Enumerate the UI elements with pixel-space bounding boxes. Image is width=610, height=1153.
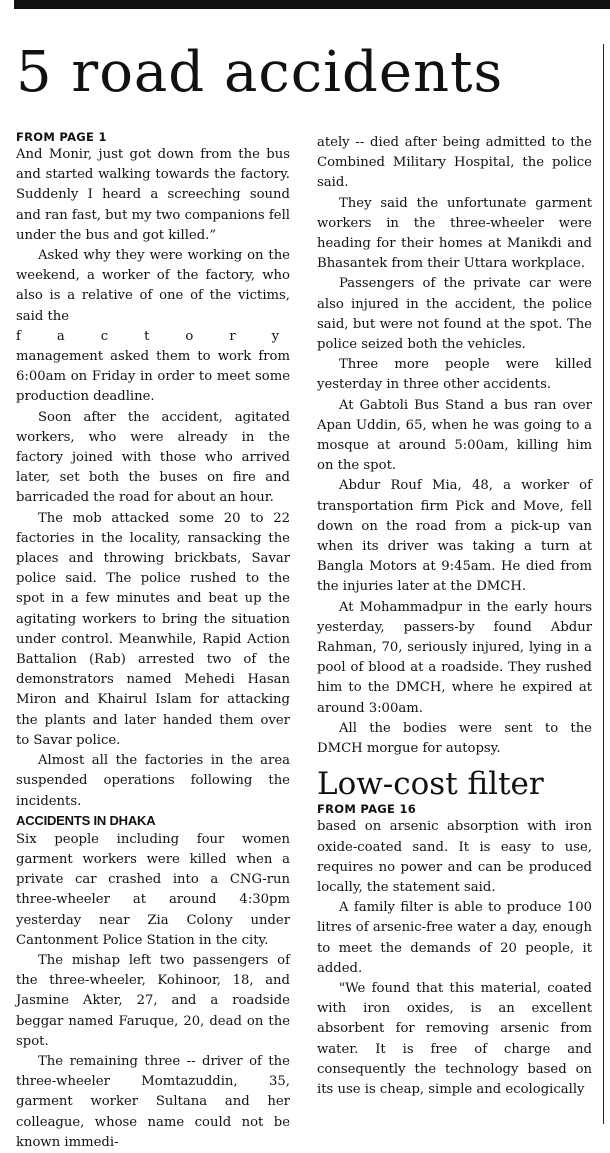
paragraph: based on arsenic absorption with iron oxide-coated sand. It is easy to use, requires no power and can be produced locally, the statement said.: [317, 819, 592, 895]
paragraph: Almost all the factories in the area suspended operations following the incidents.: [16, 753, 290, 809]
top-rule: [14, 0, 610, 9]
paragraph: A family filter is able to produce 100 litres of arsenic-free water a day, enough to meet the demands of 20 people, it added.: [317, 900, 592, 976]
paragraph: Passengers of the private car were also injured in the accident, the police said, but were not found at the spot. The police seized both the vehicles.: [317, 276, 592, 353]
paragraph: ately -- died after being admitted to the Combined Military Hospital, the police said.: [317, 135, 592, 191]
continuation-label: FROM PAGE 1: [16, 130, 107, 144]
paragraph: And Monir, just got down from the bus and started walking towards the factory. Suddenly I heard a screeching sound and ran fast, but my two companions fell under the bus and got killed.”: [16, 147, 290, 243]
left-column: [16, 127, 316, 1153]
paragraph: Soon after the accident, agitated workers, who were already in the factory joined with those who arrived later, set both the buses on fire and barricaded the road for about an hour.: [16, 409, 290, 506]
paragraph: At Gabtoli Bus Stand a bus ran over Apan Uddin, 65, when he was going to a mosque at around 5:00am, killing him on the spot.: [317, 397, 592, 474]
paragraph: Six people including four women garment workers were killed when a private car crashed into a CNG-run three-wheeler at around 4:30pm yesterday near Zia Colony under Cantonment Police Station in the city.: [16, 831, 290, 948]
paragraph: management asked them to work from 6:00am on Friday in order to meet some production deadline.: [16, 349, 290, 405]
continuation-label: FROM PAGE 16: [317, 802, 417, 817]
paragraph: The mishap left two passengers of the three-wheeler, Kohinoor, 18, and Jasmine Akter, 27, and a roadside beggar named Faruque, 20, dead on the spot.: [16, 952, 290, 1049]
paragraph: The mob attacked some 20 to 22 factories in the locality, ransacking the places and throwing brickbats, Savar police said. The police rushed to the spot in a few minutes and beat up the agitating workers to bring the situation under control. Meanwhile, Rapid Action Battalion (Rab) arrested two of the demonstrators named Mehedi Hasan Miron and Khairul Islam for attacking the plants and later handed them over to Savar police.: [16, 510, 290, 748]
paragraph: Three more people were killed yesterday in three other accidents.: [317, 357, 592, 393]
paragraph: factory: [16, 328, 316, 344]
subhead: ACCIDENTS IN DHAKA: [16, 812, 156, 828]
paragraph: The remaining three -- driver of the three-wheeler Momtazuddin, 35, garment worker Sultana and her colleague, whose name could not be known immedi-: [16, 1053, 290, 1150]
paragraph: At Mohammadpur in the early hours yesterday, passers-by found Abdur Rahman, 70, seriously injured, lying in a pool of blood at a roadside. They rushed him to the DMCH, where he expired at around 3:00am.: [317, 599, 592, 716]
column-rule: [603, 44, 604, 1124]
right-column: [317, 133, 592, 1100]
paragraph: All the bodies were sent to the DMCH morgue for autopsy.: [317, 720, 592, 757]
paragraph: "We found that this material, coated with iron oxides, is an excellent absorbent for removing arsenic from water. It is free of charge and consequently the technology based on its use is cheap, simple and ecologically: [317, 980, 592, 1097]
page-title: 5 road accidents: [16, 40, 504, 105]
section-headline: Low-cost filter: [317, 766, 544, 803]
paragraph: Asked why they were working on the weekend, a worker of the factory, who also is a relative of one of the victims, said the: [16, 248, 290, 324]
paragraph: Abdur Rouf Mia, 48, a worker of transportation firm Pick and Move, fell down on the road from a pick-up van when its driver was taking a turn at Bangla Motors at 9:45am. He died from the injuries later at the DMCH.: [317, 478, 592, 595]
paragraph: They said the unfortunate garment workers in the three-wheeler were heading for their homes at Manikdi and Bhasantek from their Uttara workplace.: [317, 195, 592, 272]
